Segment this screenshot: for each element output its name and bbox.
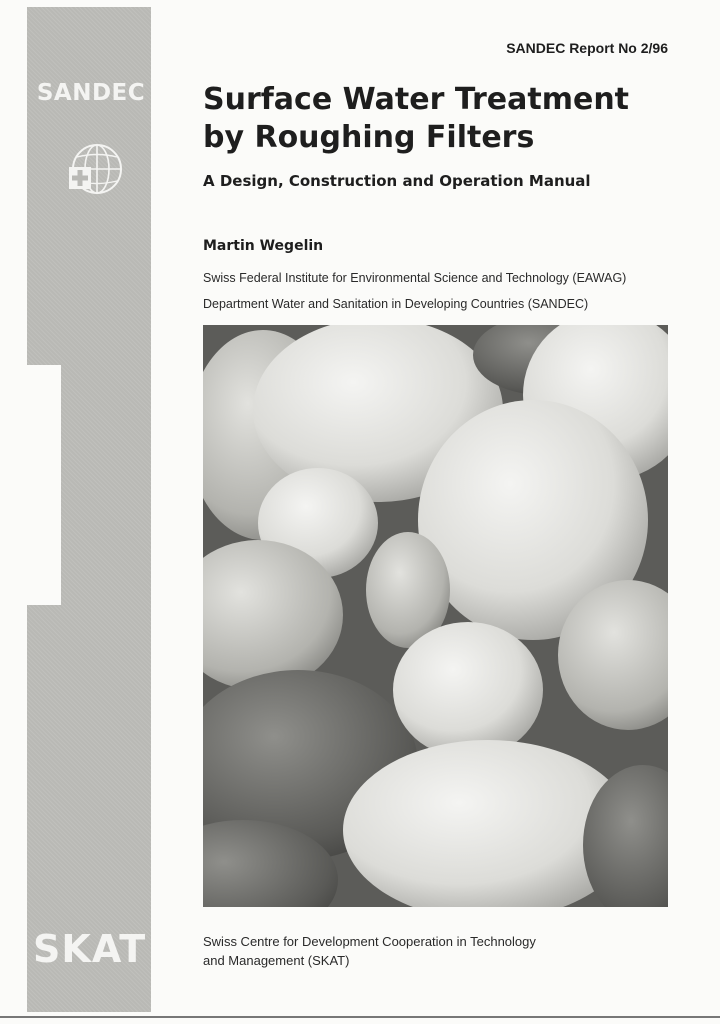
- gravel-stones-illustration: [203, 325, 668, 907]
- publisher-line-1: Swiss Centre for Development Cooperation in Technology: [203, 934, 536, 949]
- stone: [393, 622, 543, 758]
- skat-logo: SKAT: [33, 927, 147, 971]
- subtitle: A Design, Construction and Operation Manual: [203, 172, 591, 190]
- page-bottom-rule: [0, 1016, 720, 1018]
- page-title: [203, 81, 693, 157]
- gravel-filter-media-photo: [203, 325, 668, 907]
- sandec-logo: SANDEC: [36, 80, 146, 106]
- title-line-1: Surface Water Treatment: [203, 82, 630, 117]
- publisher-credit: [203, 932, 623, 970]
- globe-swiss-cross-icon: [66, 140, 124, 198]
- title-line-2: by Roughing Filters: [203, 120, 535, 155]
- report-number: SANDEC Report No 2/96: [506, 40, 668, 56]
- affiliation-sandec: Department Water and Sanitation in Developing Countries (SANDEC): [203, 297, 589, 311]
- affiliation-eawag: Swiss Federal Institute for Environmental Science and Technology (EAWAG): [203, 271, 627, 285]
- publisher-line-2: and Management (SKAT): [203, 953, 350, 968]
- spine-notch: [27, 365, 61, 605]
- author-name: Martin Wegelin: [203, 238, 324, 254]
